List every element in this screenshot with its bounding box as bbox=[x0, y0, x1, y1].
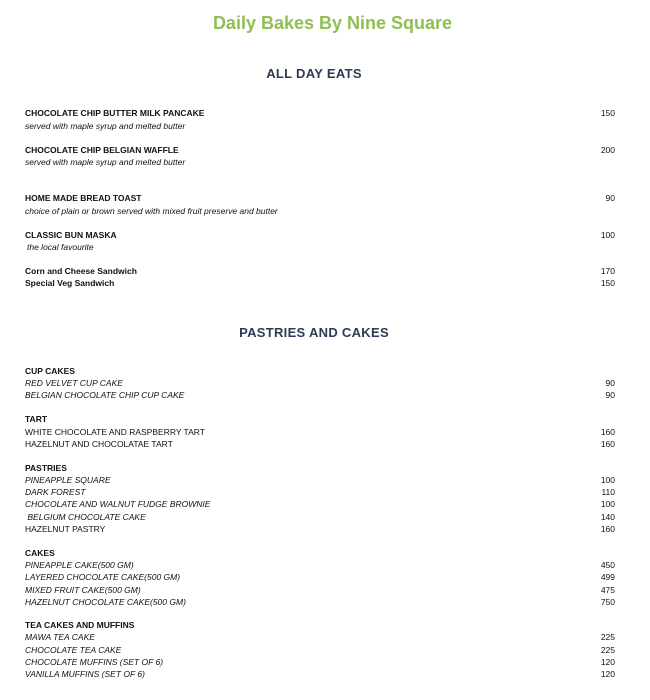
item-price: 120 bbox=[600, 669, 615, 679]
menu-item bbox=[25, 229, 615, 241]
item-name: CHOCOLATE AND WALNUT FUDGE BROWNIE bbox=[25, 499, 211, 509]
category-heading: TEA CAKES AND MUFFINS bbox=[25, 620, 135, 630]
menu-item bbox=[25, 511, 615, 523]
item-name: CHOCOLATE MUFFINS (SET OF 6) bbox=[25, 657, 164, 667]
category-heading: TART bbox=[25, 414, 48, 424]
item-price: 90 bbox=[605, 378, 615, 388]
item-name: CHOCOLATE TEA CAKE bbox=[25, 645, 122, 655]
item-name: CLASSIC BUN MASKA bbox=[25, 230, 117, 240]
menu-item bbox=[25, 668, 615, 680]
item-price: 120 bbox=[600, 657, 615, 667]
menu-item bbox=[25, 107, 615, 119]
category-heading: PASTRIES bbox=[25, 463, 67, 473]
item-description: choice of plain or brown served with mixed fruit preserve and butter bbox=[25, 206, 278, 216]
item-name: PINEAPPLE SQUARE bbox=[25, 475, 111, 485]
item-name: VANILLA MUFFINS (SET OF 6) bbox=[25, 669, 145, 679]
menu-item bbox=[25, 438, 615, 450]
category-heading: CUP CAKES bbox=[25, 366, 75, 376]
menu-item bbox=[25, 144, 615, 156]
item-name: DARK FOREST bbox=[25, 487, 86, 497]
item-name: PINEAPPLE CAKE(500 GM) bbox=[25, 560, 134, 570]
item-description: served with maple syrup and melted butter bbox=[25, 157, 186, 167]
item-name: BELGIAN CHOCOLATE CHIP CUP CAKE bbox=[25, 390, 185, 400]
item-price: 160 bbox=[600, 439, 615, 449]
item-name: LAYERED CHOCOLATE CAKE(500 GM) bbox=[25, 572, 181, 582]
menu-item bbox=[25, 559, 615, 571]
menu-item bbox=[25, 584, 615, 596]
item-price: 110 bbox=[601, 487, 615, 497]
item-name: MIXED FRUIT CAKE(500 GM) bbox=[25, 585, 141, 595]
menu-item bbox=[25, 389, 615, 401]
item-name: Special Veg Sandwich bbox=[25, 278, 115, 288]
item-name: BELGIUM CHOCOLATE CAKE bbox=[25, 512, 146, 522]
item-price: 100 bbox=[600, 475, 615, 485]
item-price: 499 bbox=[600, 572, 615, 582]
item-name: CHOCOLATE CHIP BUTTER MILK PANCAKE bbox=[25, 108, 205, 118]
item-name: HAZELNUT PASTRY bbox=[25, 524, 106, 534]
item-price: 150 bbox=[600, 278, 615, 288]
item-description-row bbox=[25, 156, 615, 168]
item-name: HAZELNUT CHOCOLATE CAKE(500 GM) bbox=[25, 597, 186, 607]
item-price: 750 bbox=[600, 597, 615, 607]
menu-item bbox=[25, 656, 615, 668]
item-description-row bbox=[25, 205, 615, 217]
menu-item bbox=[25, 486, 615, 498]
item-name: HOME MADE BREAD TOAST bbox=[25, 193, 142, 203]
item-price: 90 bbox=[605, 193, 615, 203]
category-heading: CAKES bbox=[25, 548, 55, 558]
item-description-row bbox=[25, 241, 615, 253]
menu-item bbox=[25, 644, 615, 656]
item-name: HAZELNUT AND CHOCOLATAE TART bbox=[25, 439, 173, 449]
item-price: 225 bbox=[600, 632, 615, 642]
menu-item bbox=[25, 265, 615, 277]
item-name: Corn and Cheese Sandwich bbox=[25, 266, 137, 276]
menu-item bbox=[25, 426, 615, 438]
item-description: the local favourite bbox=[27, 242, 94, 252]
item-name: RED VELVET CUP CAKE bbox=[25, 378, 123, 388]
menu-title: Daily Bakes By Nine Square bbox=[212, 13, 453, 33]
menu-item bbox=[25, 474, 615, 486]
menu-item bbox=[25, 596, 615, 608]
section-heading-all-day-eats: ALL DAY EATS bbox=[266, 66, 362, 81]
item-description: served with maple syrup and melted butter bbox=[25, 121, 186, 131]
item-description-row bbox=[25, 120, 615, 132]
item-price: 200 bbox=[600, 145, 615, 155]
item-price: 475 bbox=[600, 585, 615, 595]
item-price: 100 bbox=[600, 499, 615, 509]
menu-item bbox=[25, 192, 615, 204]
menu-item bbox=[25, 277, 615, 289]
item-price: 160 bbox=[600, 427, 615, 437]
item-price: 140 bbox=[600, 512, 615, 522]
menu-item bbox=[25, 498, 615, 510]
item-price: 170 bbox=[600, 266, 615, 276]
menu-item bbox=[25, 377, 615, 389]
menu-item bbox=[25, 631, 615, 643]
menu-item bbox=[25, 523, 615, 535]
item-price: 100 bbox=[600, 230, 615, 240]
item-name: MAWA TEA CAKE bbox=[25, 632, 95, 642]
item-price: 90 bbox=[605, 390, 615, 400]
item-name: WHITE CHOCOLATE AND RASPBERRY TART bbox=[25, 427, 205, 437]
section-heading-pastries-and-cakes: PASTRIES AND CAKES bbox=[239, 325, 389, 340]
item-price: 160 bbox=[600, 524, 615, 534]
item-price: 450 bbox=[600, 560, 615, 570]
item-price: 150 bbox=[600, 108, 615, 118]
menu-item bbox=[25, 571, 615, 583]
item-name: CHOCOLATE CHIP BELGIAN WAFFLE bbox=[25, 145, 179, 155]
item-price: 225 bbox=[600, 645, 615, 655]
